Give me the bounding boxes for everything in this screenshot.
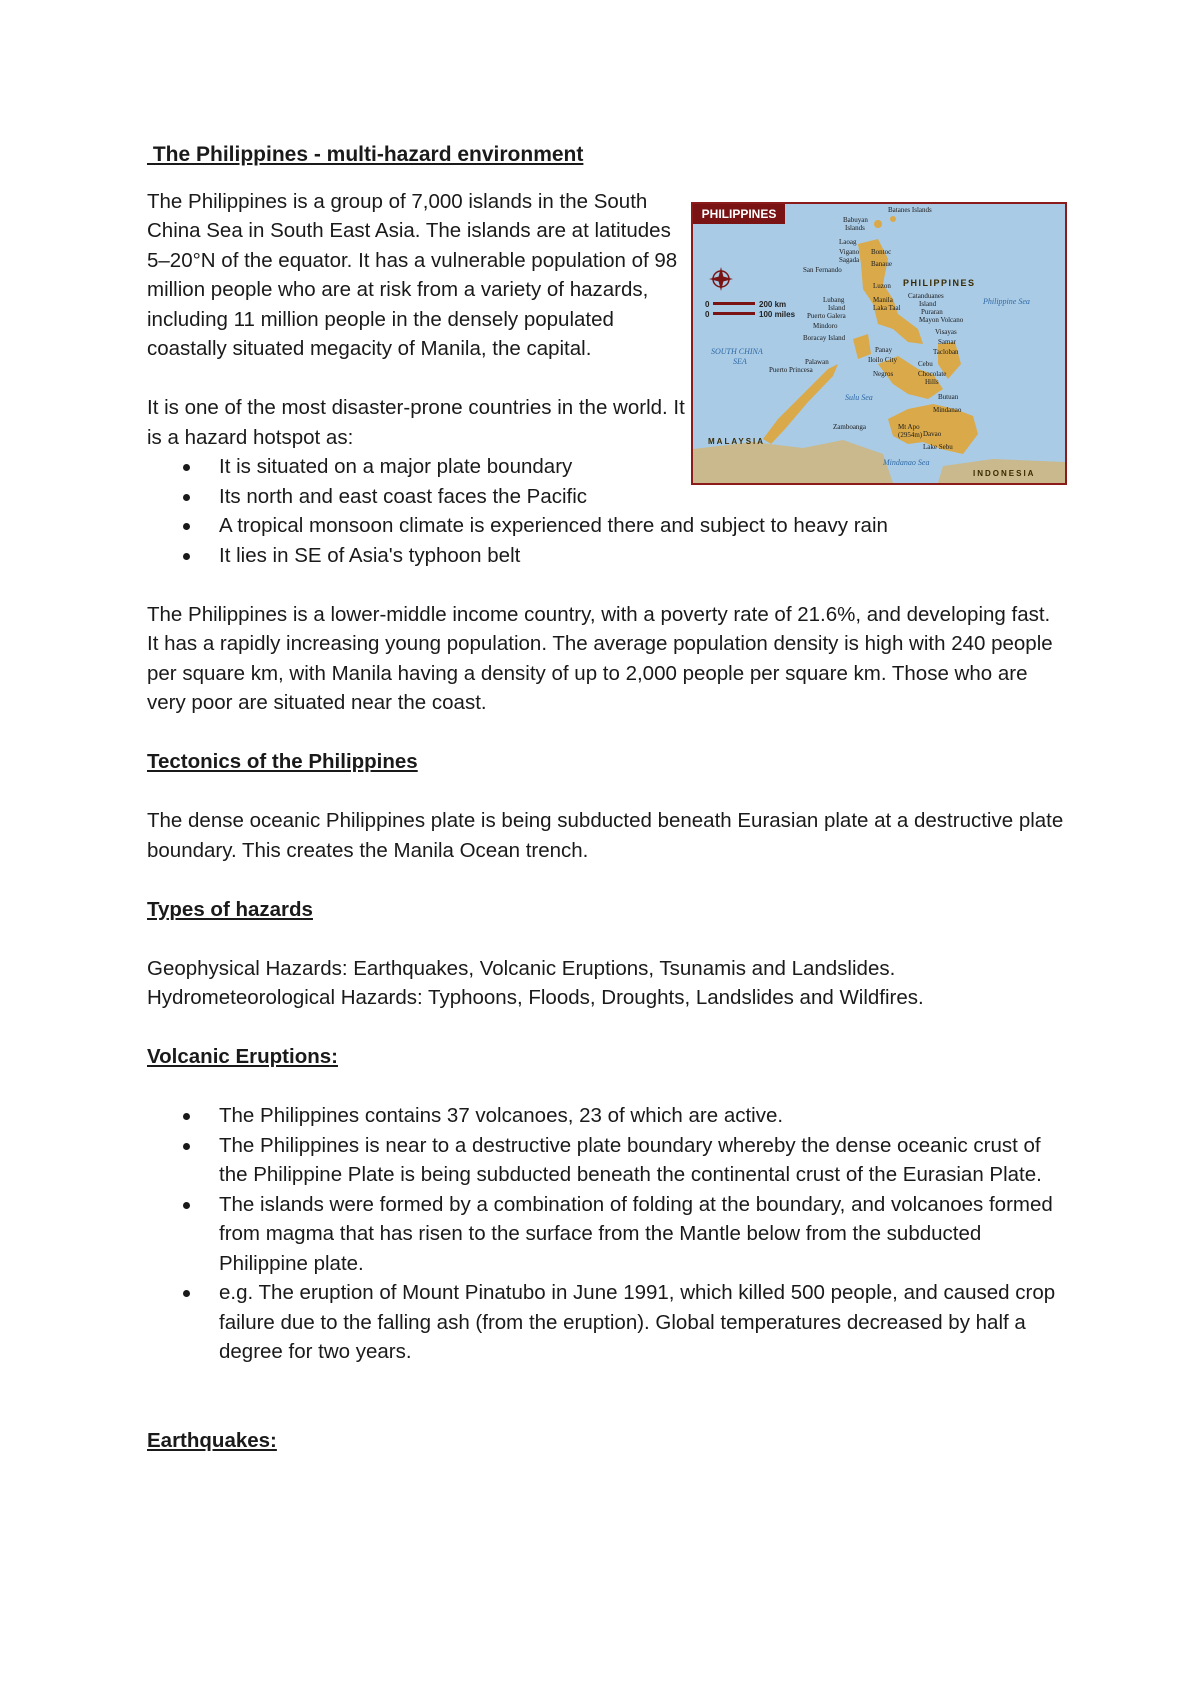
svg-text:Mayon Volcano: Mayon Volcano <box>919 316 964 324</box>
svg-text:Luzon: Luzon <box>873 282 891 290</box>
svg-text:Philippine Sea: Philippine Sea <box>983 297 1030 306</box>
svg-text:0: 0 <box>705 300 710 309</box>
list-item: Its north and east coast faces the Pacific <box>219 482 1067 512</box>
svg-text:SEA: SEA <box>733 357 747 366</box>
svg-text:Vigano: Vigano <box>839 248 860 256</box>
svg-text:MALAYSIA: MALAYSIA <box>708 437 766 446</box>
palawan-island <box>763 364 838 444</box>
svg-text:SOUTH CHINA: SOUTH CHINA <box>711 347 763 356</box>
svg-text:Samar: Samar <box>938 338 956 346</box>
svg-text:Manila: Manila <box>873 296 893 304</box>
svg-text:Mindoro: Mindoro <box>813 322 838 330</box>
svg-text:Sulu Sea: Sulu Sea <box>845 393 873 402</box>
svg-text:Catanduanes: Catanduanes <box>908 292 944 300</box>
svg-text:Laka Taal: Laka Taal <box>873 304 901 312</box>
compass-icon <box>709 267 733 291</box>
svg-text:Puraran: Puraran <box>921 308 943 316</box>
svg-text:Puerto Princesa: Puerto Princesa <box>769 366 813 374</box>
svg-text:Island: Island <box>919 300 937 308</box>
tectonics-paragraph: The dense oceanic Philippines plate is being subducted beneath Eurasian plate at a destructive plate boundary. This creates the Manila Ocean trench. <box>147 809 1064 862</box>
malaysia-landmass <box>693 440 893 483</box>
svg-text:Negros: Negros <box>873 370 894 378</box>
svg-text:Banaue: Banaue <box>871 260 892 268</box>
svg-text:Sagada: Sagada <box>839 256 860 264</box>
list-item: A tropical monsoon climate is experienced there and subject to heavy rain <box>219 511 1067 541</box>
svg-text:Tacloban: Tacloban <box>933 348 959 356</box>
earthquakes-heading: Earthquakes: <box>147 1428 277 1452</box>
svg-text:Puerto Galera: Puerto Galera <box>807 312 846 320</box>
list-item: It lies in SE of Asia's typhoon belt <box>219 541 1067 571</box>
svg-text:Batanes Islands: Batanes Islands <box>888 206 932 214</box>
intro-section <box>147 187 687 453</box>
svg-text:Boracay Island: Boracay Island <box>803 334 846 342</box>
svg-text:Davao: Davao <box>923 430 942 438</box>
economy-paragraph: The Philippines is a lower-middle income country, with a poverty rate of 21.6%, and developing fast. It has a rapidly increasing young population. The average population density is high with 240 people per square km, with Manila having a density of up to 2,000 people per square km. Those who are very poor are situated near the coast. <box>147 602 1053 714</box>
svg-text:Laoag: Laoag <box>839 238 857 246</box>
svg-text:Mt Apo: Mt Apo <box>898 423 920 431</box>
svg-text:Panay: Panay <box>875 346 893 354</box>
intro-paragraph-1: The Philippines is a group of 7,000 islands in the South China Sea in South East Asia. The islands are at latitudes 5–20°N of the equator. It has a vulnerable population of 98 million people who are at risk from a variety of hazards, including 11 million people in the densely populated coastally situated megacity of Manila, the capital. <box>147 189 678 360</box>
svg-text:Butuan: Butuan <box>938 393 959 401</box>
svg-text:Visayas: Visayas <box>935 328 957 336</box>
svg-text:Mindanao Sea: Mindanao Sea <box>883 458 930 467</box>
region-label: PHILIPPINES <box>903 278 976 288</box>
map-banner: PHILIPPINES <box>701 207 777 221</box>
svg-text:(2954m): (2954m) <box>898 431 923 439</box>
svg-text:Bontoc: Bontoc <box>871 248 892 256</box>
list-item: It is situated on a major plate boundary <box>219 452 1067 482</box>
volcanic-heading: Volcanic Eruptions: <box>147 1045 338 1068</box>
volcanic-list <box>147 1101 1067 1367</box>
list-item: The islands were formed by a combination of folding at the boundary, and volcanoes formed from magma that has risen to the surface from the Mantle below from the subducted Philippine plate. <box>219 1190 1067 1279</box>
hydrometeorological-hazards: Hydrometeorological Hazards: Typhoons, Floods, Droughts, Landslides and Wildfires. <box>147 986 924 1009</box>
svg-text:100 miles: 100 miles <box>759 310 796 319</box>
hazards-heading: Types of hazards <box>147 897 313 921</box>
svg-text:200 km: 200 km <box>759 300 787 309</box>
svg-text:Zamboanga: Zamboanga <box>833 423 867 431</box>
list-item: e.g. The eruption of Mount Pinatubo in June 1991, which killed 500 people, and caused crop failure due to the falling ash (from the eruption). Global temperatures decreased by half a degree for two years. <box>219 1278 1067 1367</box>
tectonics-heading: Tectonics of the Philippines <box>147 750 418 773</box>
svg-text:Lake Sebu: Lake Sebu <box>923 443 953 451</box>
list-item: The Philippines is near to a destructive plate boundary whereby the dense oceanic crust of the Philippine Plate is being subducted beneath the continental crust of the Eurasian Plate. <box>219 1131 1067 1190</box>
svg-text:Iloilo City: Iloilo City <box>868 356 897 364</box>
intro-paragraph-2: It is one of the most disaster-prone countries in the world. It is a hazard hotspot as: <box>147 396 685 449</box>
list-item: The Philippines contains 37 volcanoes, 23 of which are active. <box>219 1101 1067 1131</box>
geophysical-hazards: Geophysical Hazards: Earthquakes, Volcanic Eruptions, Tsunamis and Landslides. <box>147 956 896 980</box>
svg-text:Hills: Hills <box>925 378 939 386</box>
svg-text:INDONESIA: INDONESIA <box>973 469 1036 478</box>
svg-text:Chocolate: Chocolate <box>918 370 947 378</box>
svg-text:Cebu: Cebu <box>918 360 933 368</box>
svg-text:Mindanao: Mindanao <box>933 406 962 414</box>
svg-text:0: 0 <box>705 310 710 319</box>
svg-text:Palawan: Palawan <box>805 358 829 366</box>
philippines-map <box>691 202 1067 485</box>
svg-text:Islands: Islands <box>845 224 865 232</box>
page-title: The Philippines - multi-hazard environment <box>147 143 584 166</box>
map-scale <box>705 300 796 319</box>
svg-text:Island: Island <box>828 304 846 312</box>
svg-text:Lubang: Lubang <box>823 296 845 304</box>
svg-text:San Fernando: San Fernando <box>803 266 842 274</box>
svg-text:Babuyan: Babuyan <box>843 216 868 224</box>
